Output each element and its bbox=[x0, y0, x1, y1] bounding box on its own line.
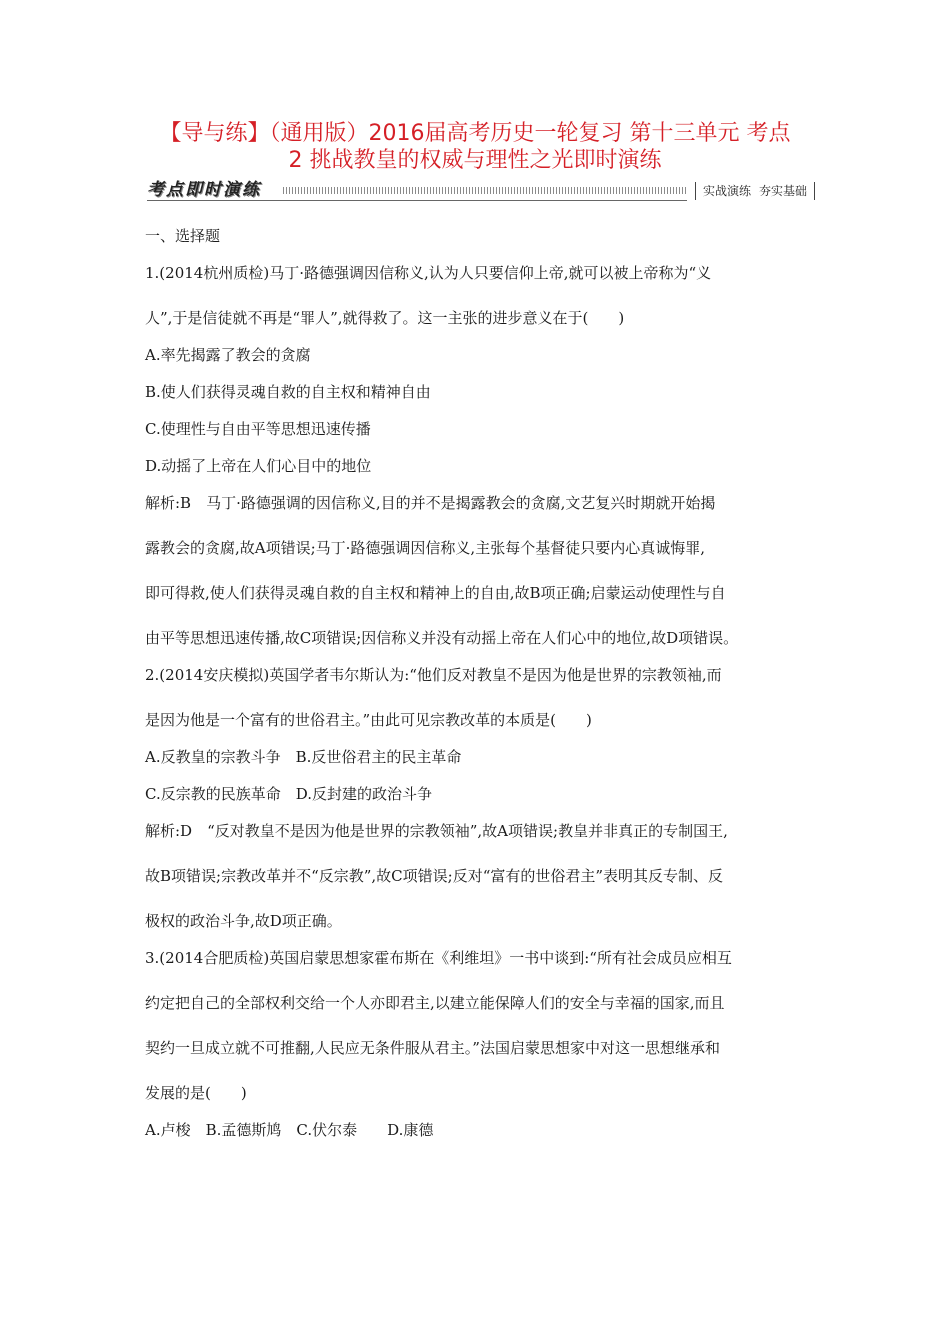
q2-options-line: C.反宗教的民族革命 D.反封建的政治斗争 bbox=[145, 785, 432, 803]
question-3 bbox=[145, 944, 815, 1153]
q1-analysis-line: 即可得救,使人们获得灵魂自救的自主权和精神上的自由,故B项正确;启蒙运动使理性与自 bbox=[145, 584, 726, 602]
q3-options-line: A.卢梭 B.孟德斯鸠 C.伏尔泰 D.康德 bbox=[145, 1121, 434, 1139]
q3-stem-line: 契约一旦成立就不可推翻,人民应无条件服从君主。”法国启蒙思想家中对这一思想继承和 bbox=[145, 1039, 720, 1057]
q1-option-d: D.动摇了上帝在人们心目中的地位 bbox=[145, 457, 372, 475]
q2-analysis-line: 极权的政治斗争,故D项正确。 bbox=[145, 912, 342, 930]
q2-analysis-line: 故B项错误;宗教改革并不“反宗教”,故C项错误;反对“富有的世俗君主”表明其反专制、反 bbox=[145, 867, 724, 885]
banner-tag-foundation: 夯实基础 bbox=[758, 184, 807, 198]
banner-stripes bbox=[283, 187, 687, 194]
q2-stem-line: 是因为他是一个富有的世俗君主。”由此可见宗教改革的本质是( ) bbox=[145, 711, 592, 729]
q3-stem-line: 约定把自己的全部权利交给一个人亦即君主,以建立能保障人们的安全与幸福的国家,而且 bbox=[145, 994, 725, 1012]
question-1 bbox=[145, 259, 815, 661]
q2-options-line: A.反教皇的宗教斗争 B.反世俗君主的民主革命 bbox=[145, 748, 462, 766]
banner-tag-practice: 实战演练 bbox=[702, 184, 751, 198]
q3-stem-line: 发展的是( ) bbox=[145, 1084, 247, 1102]
document-body bbox=[145, 222, 815, 1153]
q1-stem-line: 人”,于是信徒就不再是“罪人”,就得救了。这一主张的进步意义在于( ) bbox=[145, 309, 625, 327]
q1-option-a: A.率先揭露了教会的贪腐 bbox=[145, 346, 311, 364]
section-banner bbox=[143, 176, 815, 206]
q1-stem-line: 1.(2014杭州质检)马丁·路德强调因信称义,认为人只要信仰上帝,就可以被上帝称为“义 bbox=[145, 264, 712, 282]
banner-underline bbox=[147, 200, 687, 201]
banner-tags bbox=[695, 182, 815, 200]
title-line-1: 【导与练】（通用版）2016届高考历史一轮复习 第十三单元 考点 bbox=[159, 121, 791, 146]
section-heading: 一、选择题 bbox=[145, 227, 221, 245]
banner-badge: 考点即时演练 bbox=[147, 180, 261, 200]
q1-analysis-line: 解析:B 马丁·路德强调的因信称义,目的并不是揭露教会的贪腐,文艺复兴时期就开始揭 bbox=[145, 494, 716, 512]
document-title bbox=[130, 120, 820, 174]
question-2 bbox=[145, 661, 815, 944]
q1-option-b: B.使人们获得灵魂自救的自主权和精神自由 bbox=[145, 383, 431, 401]
q2-stem-line: 2.(2014安庆模拟)英国学者韦尔斯认为:“他们反对教皇不是因为他是世界的宗教领袖,而 bbox=[145, 666, 722, 684]
q2-analysis-line: 解析:D “反对教皇不是因为他是世界的宗教领袖”,故A项错误;教皇并非真正的专制国王, bbox=[145, 822, 728, 840]
q3-stem-line: 3.(2014合肥质检)英国启蒙思想家霍布斯在《利维坦》一书中谈到:“所有社会成员应相互 bbox=[145, 949, 732, 967]
title-line-2: 2 挑战教皇的权威与理性之光即时演练 bbox=[288, 148, 662, 173]
q1-analysis-line: 由平等思想迅速传播,故C项错误;因信称义并没有动摇上帝在人们心中的地位,故D项错误。 bbox=[145, 629, 739, 647]
q1-option-c: C.使理性与自由平等思想迅速传播 bbox=[145, 420, 371, 438]
q1-analysis-line: 露教会的贪腐,故A项错误;马丁·路德强调因信称义,主张每个基督徒只要内心真诚悔罪, bbox=[145, 539, 705, 557]
